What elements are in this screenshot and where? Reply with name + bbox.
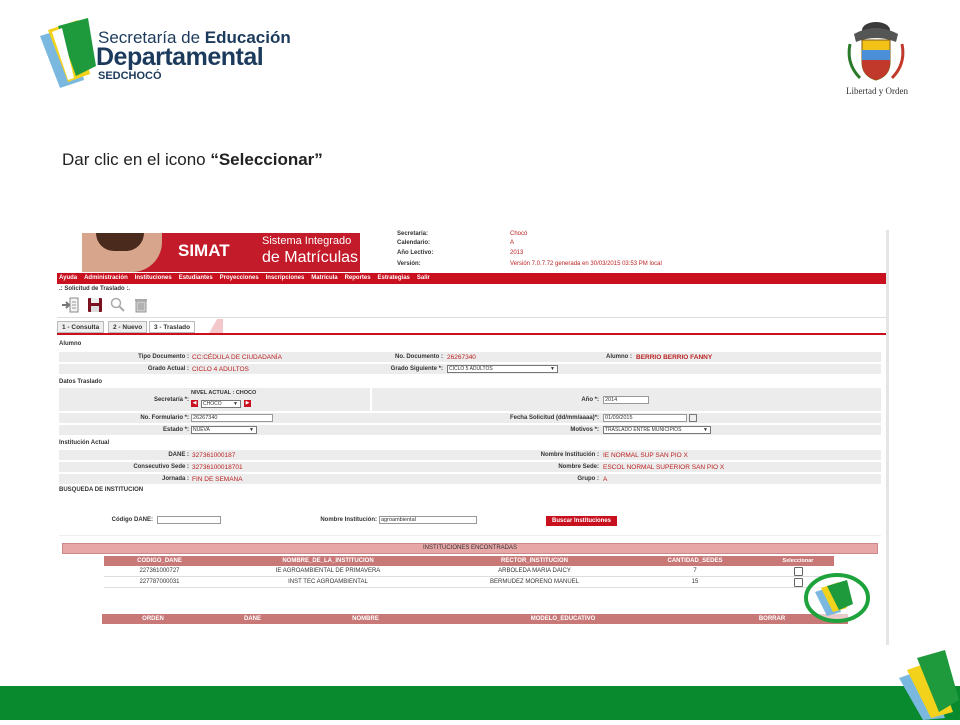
label-nombre-sede: Nombre Sede:	[558, 464, 599, 470]
save-icon[interactable]	[87, 297, 103, 313]
instruction-text: Dar clic en el icono “Seleccionar”	[62, 150, 323, 169]
simat-title-line2: de Matrículas	[262, 249, 359, 266]
cell-codigo: 227787000031	[104, 577, 215, 588]
highlight-select-icon	[803, 572, 871, 624]
menu-inscripciones[interactable]: Inscripciones	[265, 275, 305, 281]
value-alumno: BERRIO BERRIO FANNY	[636, 354, 713, 361]
info-value-secretaria: Chocó	[510, 231, 528, 237]
codigo-dane-input[interactable]	[157, 516, 221, 524]
info-label-secretaria: Secretaría:	[397, 231, 429, 237]
cell-cantidad: 15	[628, 577, 762, 588]
info-value-calendario: A	[510, 240, 515, 246]
simat-title-line1: Sistema Integrado	[262, 235, 352, 247]
section-alumno: Alumno	[59, 341, 82, 347]
header-orden: ORDEN	[102, 614, 204, 624]
label-dane: DANE :	[168, 452, 189, 458]
header-modelo-educativo: MODELO_EDUCATIVO	[430, 614, 696, 624]
header-cantidad-sedes[interactable]: CANTIDAD_SEDES	[628, 556, 762, 566]
cell-nombre: IE AGROAMBIENTAL DE PRIMAVERA	[215, 566, 441, 577]
menu-estudiantes[interactable]: Estudiantes	[178, 275, 213, 281]
cell-cantidad: 7	[628, 566, 762, 577]
simat-banner	[57, 230, 889, 272]
cell-nombre: INST TEC AGROAMBIENTAL	[215, 577, 441, 588]
estado-select[interactable]: NUEVA ▼	[191, 426, 257, 434]
label-no-formulario: No. Formulario *:	[140, 415, 189, 421]
fecha-input[interactable]: 01/09/2015	[603, 414, 687, 422]
anio-input[interactable]: 2014	[603, 396, 649, 404]
chevron-down-icon: ▼	[550, 366, 555, 372]
simat-menubar	[57, 273, 889, 284]
label-no-documento: No. Documento :	[395, 354, 443, 360]
instituciones-encontradas-title: INSTITUCIONES ENCONTRADAS	[62, 543, 878, 554]
logo-book-icon	[38, 18, 98, 88]
value-nombre-institucion: IE NORMAL SUP SAN PIO X	[603, 452, 688, 459]
value-no-documento: 26267340	[447, 354, 476, 361]
menu-ayuda[interactable]: Ayuda	[59, 275, 78, 281]
scrollbar[interactable]	[886, 230, 889, 645]
seleccionar-checkbox[interactable]	[794, 578, 803, 587]
footer-logo-icon	[893, 648, 960, 720]
section-busqueda: BUSQUEDA DE INSTITUCION	[59, 487, 144, 493]
grado-siguiente-select[interactable]: CICLO 5 ADULTOS ▼	[447, 365, 558, 373]
logo-line-3: SEDCHOCÓ	[98, 70, 162, 82]
menu-administracion[interactable]: Administración	[84, 275, 128, 281]
label-grupo: Grupo :	[577, 476, 599, 482]
header-nombre-sel: NOMBRE	[301, 614, 430, 624]
tab-traslado[interactable]: 3 - Traslado	[149, 321, 195, 333]
label-grado-siguiente: Grado Siguiente *:	[390, 366, 443, 372]
chevron-down-icon: ▼	[703, 427, 708, 433]
sedchoco-logo	[38, 18, 98, 88]
cell-rector: BERMUDEZ MORENO MANUEL	[441, 577, 628, 588]
value-grupo: A	[603, 476, 608, 483]
shield-caption: Libertad y Orden	[846, 86, 908, 96]
cell-codigo: 227361000727	[104, 566, 215, 577]
info-label-calendario: Calendario:	[397, 240, 431, 246]
info-label-anio: Año Lectivo:	[397, 250, 434, 256]
coat-of-arms-icon	[846, 20, 906, 84]
logo-line-1: Secretaría de Educación	[98, 28, 291, 47]
menu-salir[interactable]: Salir	[416, 275, 430, 281]
prev-arrow-icon[interactable]: ◀	[192, 400, 197, 406]
value-jornada: FIN DE SEMANA	[192, 476, 243, 483]
label-nombre-institucion: Nombre Institución :	[540, 452, 599, 458]
value-consecutivo-sede: 32736100018701	[192, 464, 243, 471]
table-row	[104, 577, 834, 588]
info-value-anio: 2013	[510, 250, 524, 256]
info-value-version: Versión 7.0.7.72 generada en 30/03/2015 03:53 PM local	[510, 261, 662, 267]
buscar-instituciones-button[interactable]: Buscar Instituciones	[546, 516, 617, 526]
label-jornada: Jornada :	[161, 476, 189, 482]
chevron-down-icon: ▼	[233, 401, 238, 407]
search-icon[interactable]	[110, 297, 126, 313]
section-datos-traslado: Datos Traslado	[59, 379, 103, 385]
menu-instituciones[interactable]: Instituciones	[134, 275, 172, 281]
menu-proyecciones[interactable]: Proyecciones	[219, 275, 259, 281]
info-label-version: Versión:	[397, 261, 421, 267]
value-tipo-documento: CC:CÉDULA DE CIUDADANÍA	[192, 354, 282, 361]
simat-brand: SIMAT	[178, 241, 230, 260]
label-fecha-solicitud: Fecha Solicitud (dd/mm/aaaa)*:	[509, 415, 599, 421]
header-dane: DANE	[204, 614, 301, 624]
next-arrow-icon[interactable]: ▶	[245, 400, 250, 406]
nivel-actual: NIVEL ACTUAL : CHOCO	[191, 390, 257, 396]
label-estado: Estado *:	[162, 427, 189, 433]
delete-icon[interactable]	[133, 297, 149, 313]
breadcrumb: .: Solicitud de Traslado :.	[59, 286, 131, 292]
nombre-institucion-input[interactable]: agroambiental	[379, 516, 477, 524]
header-seleccionar: Seleccionar	[762, 556, 834, 566]
label-nombre-institucion-busqueda: Nombre Institución:	[320, 517, 377, 523]
seleccionadas-table	[102, 614, 848, 624]
table-row	[104, 566, 834, 577]
calendar-icon[interactable]	[689, 414, 697, 422]
label-motivos: Motivos *:	[570, 427, 599, 433]
formulario-input[interactable]: 26267340	[191, 414, 273, 422]
instituciones-table	[104, 556, 834, 588]
label-alumno: Alumno :	[606, 354, 632, 360]
value-grado-actual: CICLO 4 ADULTOS	[192, 366, 249, 373]
logo-line-2: Departamental	[96, 43, 264, 71]
export-icon[interactable]	[61, 297, 77, 313]
header-rector[interactable]: RECTOR_INSTITUCION	[441, 556, 628, 566]
label-secretaria: Secretaría *:	[153, 397, 189, 403]
chevron-down-icon: ▼	[249, 427, 254, 433]
header-nombre[interactable]: NOMBRE_DE_LA_INSTITUCION	[215, 556, 441, 566]
menu-reportes[interactable]: Reportes	[344, 275, 371, 281]
simat-tabs	[57, 319, 889, 335]
simat-header	[82, 233, 360, 272]
label-codigo-dane: Código DANE:	[111, 517, 153, 523]
motivos-select[interactable]: TRASLADO ENTRE MUNICIPIOS ▼	[603, 426, 711, 434]
simat-toolbar	[57, 293, 889, 318]
label-grado-actual: Grado Actual :	[147, 366, 189, 372]
value-dane: 327361000187	[192, 452, 236, 459]
label-tipo-documento: Tipo Documento :	[138, 354, 189, 360]
menu-matricula[interactable]: Matrícula	[311, 275, 338, 281]
label-anio: Año *:	[581, 397, 599, 403]
seleccionar-checkbox[interactable]	[794, 567, 803, 576]
tab-consulta[interactable]: 1 - Consulta	[57, 321, 104, 333]
header-borrar: BORRAR	[696, 614, 848, 624]
simat-screenshot	[57, 230, 889, 645]
menu-estrategias[interactable]: Estrategias	[377, 275, 410, 281]
secretaria-select[interactable]: CHOCO ▼	[201, 400, 241, 408]
section-institucion-actual: Institución Actual	[59, 440, 110, 446]
cell-rector: ARBOLEDA MARIA DAICY	[441, 566, 628, 577]
footer-bar	[0, 686, 960, 720]
tab-nuevo[interactable]: 2 - Nuevo	[108, 321, 147, 333]
header-codigo-dane[interactable]: CODIGO_DANE	[104, 556, 215, 566]
student-photo	[82, 233, 162, 272]
value-nombre-sede: ESCOL NORMAL SUPERIOR SAN PIO X	[603, 464, 725, 471]
label-consecutivo-sede: Consecutivo Sede :	[133, 464, 189, 470]
